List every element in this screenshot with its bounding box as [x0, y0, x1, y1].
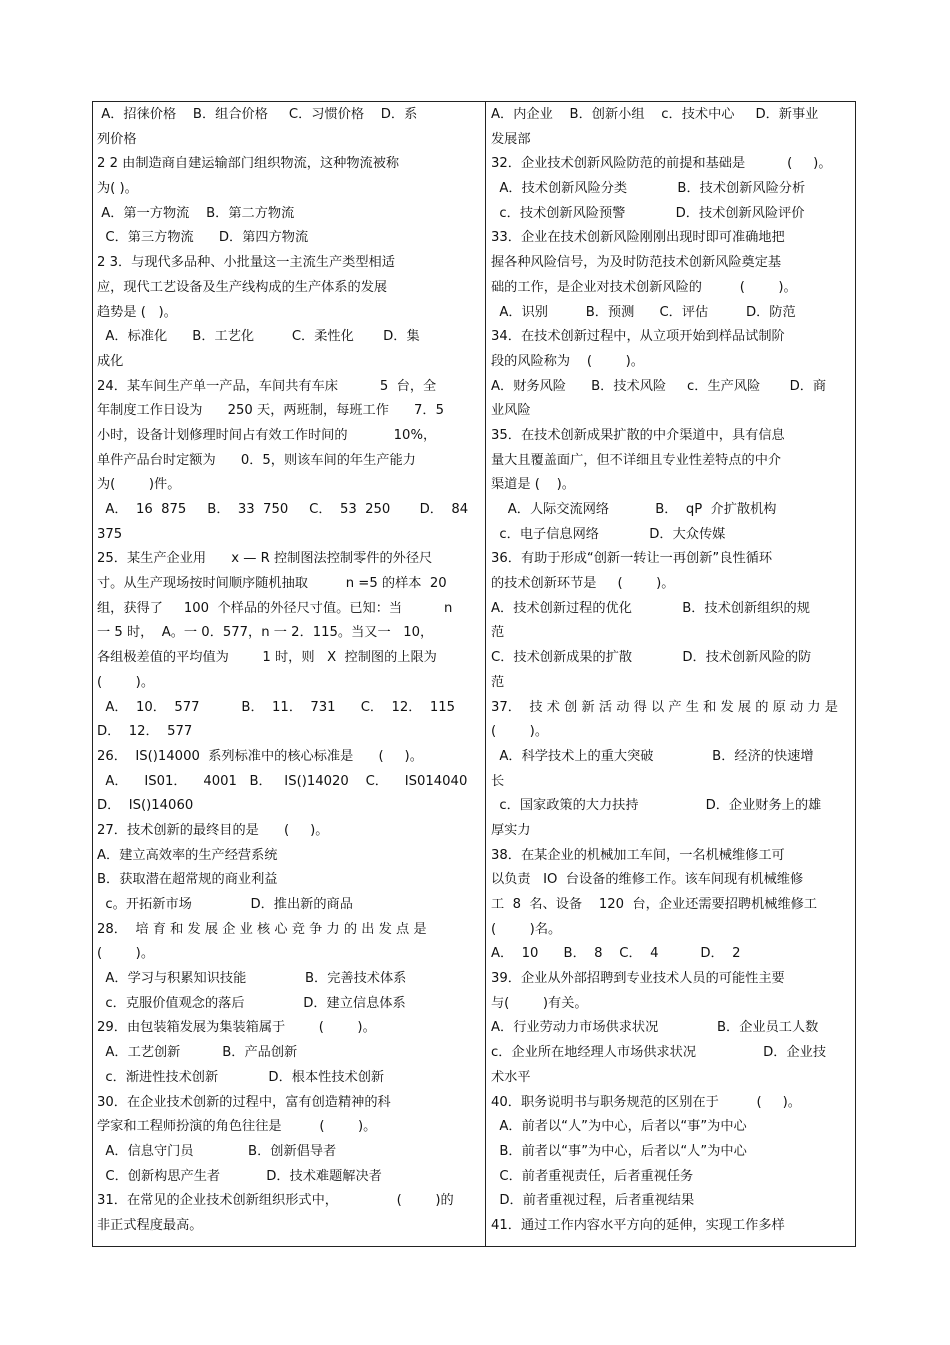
text-line: 术水平: [491, 1069, 531, 1085]
text-line: A．行业劳动力市场供求状况 B．企业员工人数: [491, 1020, 819, 1036]
text-line: A．第一方物流 B．第二方物流: [97, 205, 295, 221]
text-line: c。开拓新市场 D．推出新的商品: [97, 897, 353, 912]
text-line: A．建立高效率的生产经营系统: [97, 847, 278, 863]
text-line: 36．有助于形成“创新一转让一再创新”良性循环: [491, 551, 773, 567]
text-line: 各组极差值的平均值为 1 时，则 X 控制图的上限为: [97, 650, 437, 666]
text-line: C．前者重视责任，后者重视任务: [491, 1168, 694, 1184]
text-line: A．技术创新风险分类 B．技术创新风险分析: [491, 181, 806, 197]
text-line: 成化: [97, 353, 124, 369]
text-line: A．科学技术上的重大突破 B．经济的快速增: [491, 748, 814, 764]
text-line: 与( )有关。: [491, 995, 588, 1011]
text-line: B．获取潜在超常规的商业利益: [97, 872, 278, 888]
text-line: 业风险: [491, 403, 531, 419]
text-line: C．技术创新成果的扩散 D．技术创新风险的防: [491, 650, 812, 666]
text-line: 应，现代工艺设备及生产线构成的生产体系的发展: [97, 279, 388, 295]
text-line: A．人际交流网络 B． qP 介扩散机构: [491, 502, 777, 517]
text-line: 26． IS()14000 系列标准中的核心标准是 ( )。: [97, 748, 423, 764]
text-line: 渠道是 ( )。: [491, 477, 575, 493]
text-line: A．内企业 B．创新小组 c．技术中心 D．新事业: [491, 107, 819, 122]
text-line: ( )名。: [491, 921, 562, 937]
text-line: A．财务风险 B．技术风险 c．生产风险 D．商: [491, 378, 827, 394]
text-line: 单件产品台时定额为 0．5，则该车间的年生产能力: [97, 452, 416, 468]
text-line: c．渐进性技术创新 D．根本性技术创新: [97, 1069, 385, 1085]
text-line: 24．某车间生产单一产品，车间共有车床 5 台，全: [97, 378, 437, 394]
text-line: 非正式程度最高。: [97, 1217, 203, 1233]
text-line: A．招徕价格 B．组合价格 C．习惯价格 D．系: [97, 107, 418, 122]
text-line: D． 12． 577: [97, 724, 193, 740]
text-line: 25．某生产企业用 x — R 控制图法控制零件的外径尺: [97, 551, 433, 567]
text-line: 小时，设备计划修理时间占有效工作时间的 10%，: [97, 427, 437, 443]
text-line: A． IS01． 4001 B． IS()14020 C． IS014040: [97, 773, 468, 789]
text-line: D．前者重视过程，后者重视结果: [491, 1193, 695, 1209]
text-line: A．学习与积累知识技能 B．完善技术体系: [97, 971, 407, 987]
column-divider: [485, 101, 486, 1247]
text-line: c．技术创新风险预警 D．技术创新风险评价: [491, 205, 805, 221]
text-line: A． 10 B． 8 C． 4 D． 2: [491, 946, 741, 962]
text-line: 以负责 IO 台设备的维修工作。该车间现有机械维修: [491, 872, 804, 888]
text-line: 39．企业从外部招聘到专业技术人员的可能性主要: [491, 971, 785, 987]
text-line: c．企业所在地经理人市场供求状况 D．企业技: [491, 1045, 827, 1061]
text-line: 列价格: [97, 131, 137, 147]
text-line: 学家和工程师扮演的角色往往是 ( )。: [97, 1119, 377, 1135]
text-line: 35．在技术创新成果扩散的中介渠道中，具有信息: [491, 427, 785, 443]
text-line: A． 16 875 B． 33 750 C． 53 250 D． 84: [97, 502, 469, 517]
text-line: 375: [97, 526, 123, 542]
text-line: 组，获得了 100 个样品的外径尺寸值。已知：当 n: [97, 600, 453, 616]
text-line: 发展部: [491, 131, 531, 147]
text-line: 工 8 名、设备 120 台，企业还需要招聘机械维修工: [491, 897, 818, 912]
text-line: 为( )。: [97, 181, 138, 197]
text-line: c．电子信息网络 D．大众传媒: [491, 526, 726, 542]
right-column: [491, 103, 853, 1239]
text-line: ( )。: [97, 946, 155, 962]
text-line: 一 5 时， A。一 0．577，n 一 2．115。当又一 10，: [97, 625, 434, 641]
text-line: 寸。从生产现场按时间顺序随机抽取 n =5 的样本 20: [97, 576, 447, 592]
text-line: ( )。: [97, 674, 155, 690]
text-line: 2 2 由制造商自建运输部门组织物流，这种物流被称: [97, 156, 400, 172]
text-line: 的技术创新环节是 ( )。: [491, 576, 675, 592]
text-line: c．国家政策的大力扶持 D．企业财务上的雄: [491, 798, 822, 814]
text-line: 37． 技 术 创 新 活 动 得 以 产 生 和 发 展 的 原 动 力 是: [491, 699, 838, 715]
text-line: 41．通过工作内容水平方向的延伸，实现工作多样: [491, 1217, 785, 1233]
text-line: A．技术创新过程的优化 B．技术创新组织的规: [491, 600, 810, 616]
text-line: A．工艺创新 B．产品创新: [97, 1045, 298, 1061]
text-line: 29．由包装箱发展为集装箱属于 ( )。: [97, 1020, 376, 1036]
text-line: 为( )件。: [97, 477, 181, 493]
text-line: c．克服价值观念的落后 D．建立信息体系: [97, 995, 406, 1011]
text-line: A．识别 B．预测 C．评估 D．防范: [491, 304, 796, 320]
text-line: 础的工作，是企业对技术创新风险的 ( )。: [491, 279, 797, 295]
text-line: 量大且覆盖面广，但不详细且专业性差特点的中介: [491, 452, 782, 468]
text-line: 31．在常见的企业技术创新组织形式中， ( )的: [97, 1193, 454, 1209]
text-line: 30．在企业技术创新的过程中，富有创造精神的科: [97, 1094, 391, 1110]
text-line: 27．技术创新的最终目的是 ( )。: [97, 822, 329, 838]
text-line: 长: [491, 773, 505, 789]
text-line: 2 3．与现代多品种、小批量这一主流生产类型相适: [97, 255, 395, 271]
text-line: A．前者以“人”为中心，后者以“事”为中心: [491, 1119, 747, 1135]
text-line: 范: [491, 674, 505, 690]
text-line: A．标准化 B．工艺化 C．柔性化 D．集: [97, 329, 420, 345]
text-line: A．信息守门员 B．创新倡导者: [97, 1143, 337, 1159]
text-line: 32．企业技术创新风险防范的前提和基础是 ( )。: [491, 156, 832, 172]
text-line: 范: [491, 625, 505, 641]
text-line: 34．在技术创新过程中，从立项开始到样品试制阶: [491, 329, 785, 345]
text-line: C．创新构思产生者 D．技术难题解决者: [97, 1168, 382, 1184]
text-line: D． IS()14060: [97, 798, 194, 814]
text-line: B．前者以“事”为中心，后者以“人”为中心: [491, 1143, 747, 1159]
text-line: 28． 培 育 和 发 展 企 业 核 心 竞 争 力 的 出 发 点 是: [97, 921, 427, 937]
left-column: [97, 103, 467, 1239]
text-line: 厚实力: [491, 822, 531, 838]
text-line: 40．职务说明书与职务规范的区别在于 ( )。: [491, 1094, 801, 1110]
text-line: 38．在某企业的机械加工车间，一名机械维修工可: [491, 847, 785, 863]
text-line: C．第三方物流 D．第四方物流: [97, 230, 309, 246]
text-line: ( )。: [491, 724, 549, 740]
text-line: 趋势是 ( )。: [97, 304, 177, 320]
text-line: 段的风险称为 ( )。: [491, 353, 644, 369]
text-line: A． 10． 577 B． 11． 731 C． 12． 115: [97, 699, 456, 715]
text-line: 年制度工作日设为 250 天，两班制，每班工作 7．5: [97, 403, 445, 419]
text-line: 33．企业在技术创新风险刚刚出现时即可准确地把: [491, 230, 785, 246]
text-line: 握各种风险信号，为及时防范技术创新风险奠定基: [491, 255, 782, 271]
